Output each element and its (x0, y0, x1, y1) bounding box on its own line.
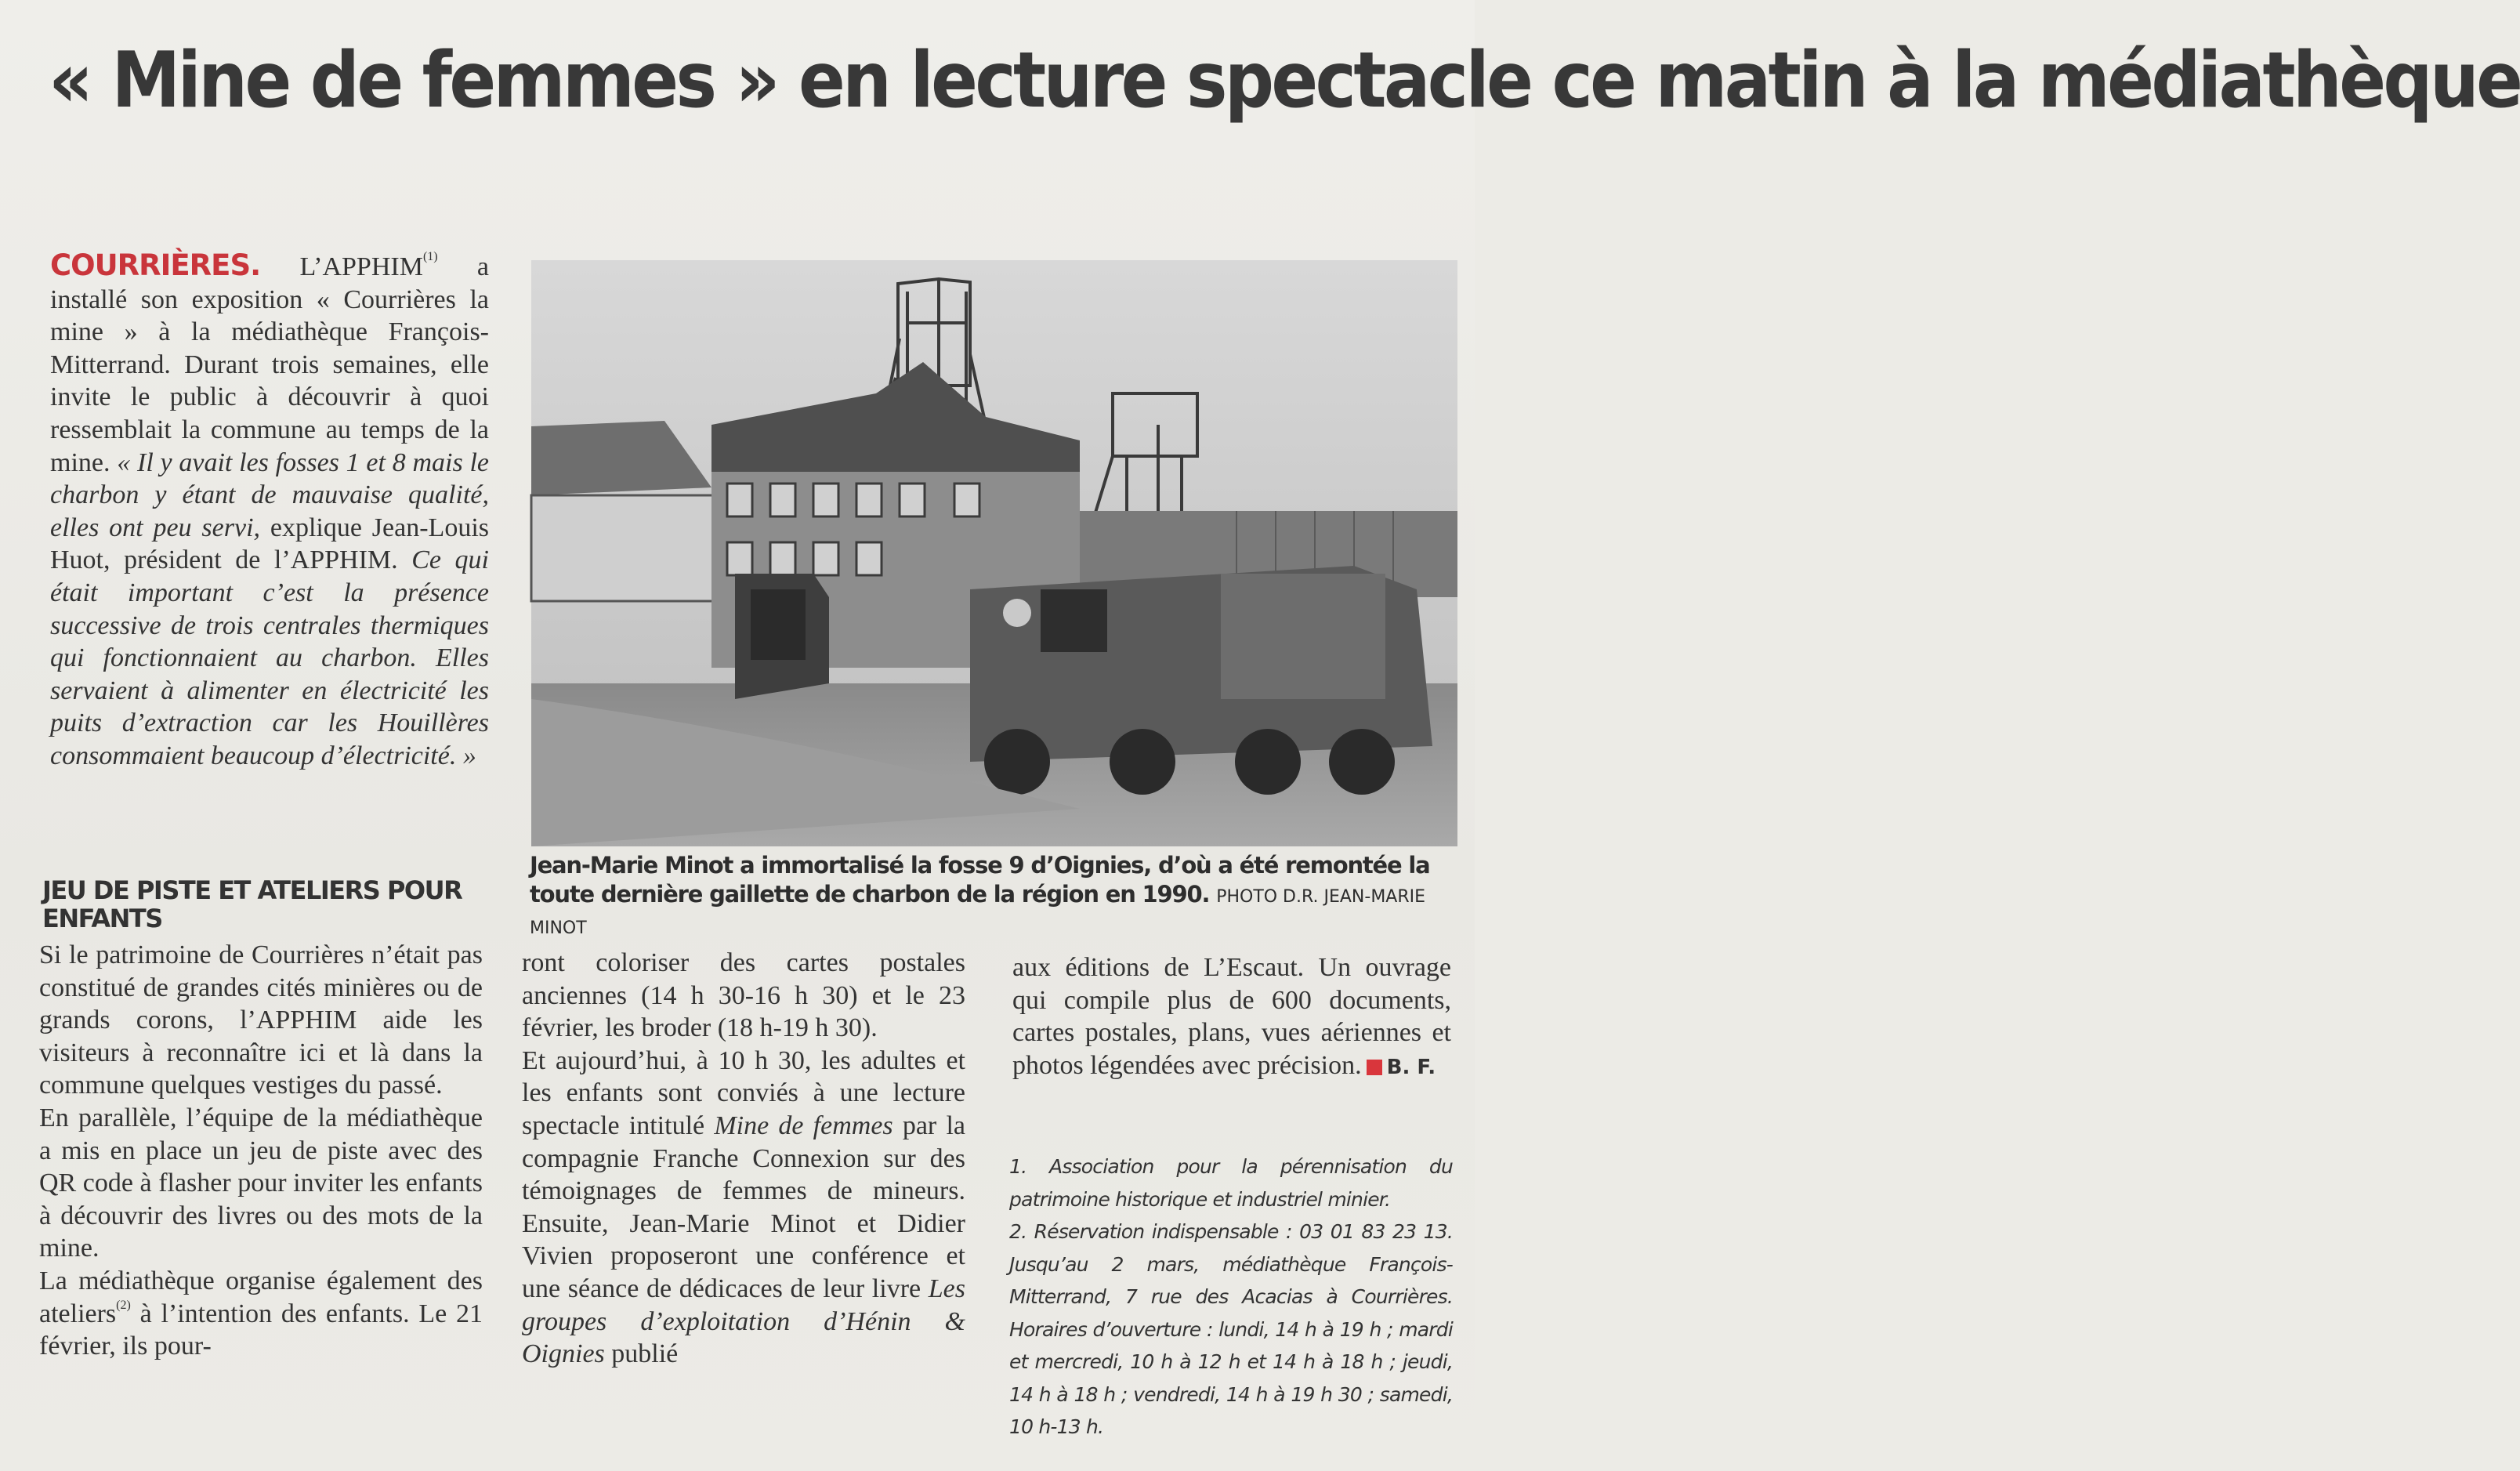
headline: « Mine de femmes » en lecture spectacle ce matin à la médiathèque (49, 36, 2520, 125)
author-signature: B. F. (1386, 1055, 1436, 1079)
column-1 (39, 939, 483, 1363)
column-3 (1012, 951, 1451, 1084)
col1-paragraph-1: Si le patrimoine de Courrières n’était pas constitué de grandes cités minières ou de grands corons, l’APPHIM aide les visiteurs à reconnaître ici et là dans la commune quelques vestiges du passé. (39, 940, 483, 1100)
footnote-ref-1: (1) (422, 250, 438, 263)
col3-text: aux éditions de L’Escaut. Un ouvrage qui compile plus de 600 documents, cartes postales, plans, vues aériennes et photos légendées avec précision. (1012, 953, 1451, 1080)
footnote-1: 1. Association pour la pérennisation du patrimoine historique et industriel minier. (1009, 1155, 1453, 1211)
photo-credit: PHOTO D.R. JEAN-MARIE MINOT (530, 887, 1426, 938)
lead-paragraph (50, 249, 489, 773)
col2-paragraph-1: ront coloriser des cartes postales anciennes (14 h 30-16 h 30) et le 23 février, les broder (18 h-19 h 30). (522, 948, 965, 1043)
footnote-ref-2: (2) (116, 1298, 131, 1312)
footnotes (1009, 1150, 1453, 1444)
lead-text-3: explique Jean-Louis Huot, président de l’APPHIM. (50, 513, 489, 575)
col2-p2-text-b: par la compagnie Franche Connexion sur des témoignages de femmes de mineurs. Ensuite, Jean-Marie Minot et Didier Vivien proposeront une conférence et une séance de dédicaces de leur livre (522, 1110, 965, 1303)
col2-p2-text-c: publié (604, 1339, 679, 1369)
lead-quote-1: « Il y avait les fosses 1 et 8 mais le charbon y étant de mauvaise qualité, elles ont peu servi, (50, 447, 489, 542)
lead-text-2: a installé son exposition « Courrières la mine » à la médiathèque François-Mitterrand. Durant trois semaines, elle invite le public à découvrir à quoi ressemblait la commune au temps de la mine. (50, 252, 490, 477)
lead-quote-2: Ce qui était important c’est la présence successive de trois centrales thermiques qui fonctionnaient au charbon. Elles servaient à alimenter en électricité les puits d’extraction car les Houillères consommaient beaucoup d’électricité. » (50, 545, 489, 770)
subheading: JEU DE PISTE ET ATELIERS POUR ENFANTS (42, 875, 462, 933)
col2-p2-text-a: Et aujourd’hui, à 10 h 30, les adultes et les enfants sont conviés à une lecture spectacle intitulé (522, 1045, 965, 1140)
col1-p3-text-a: La médiathèque organise également des ateliers (39, 1266, 483, 1328)
col1-p3-text-b: à l’intention des enfants. Le 21 février, ils pour- (39, 1299, 483, 1361)
col3-paragraph-1 (1012, 951, 1451, 1084)
caption-text: Jean-Marie Minot a immortalisé la fosse 9 d’Oignies, d’où a été remontée la toute dernière gaillette de charbon de la région en 1990. (530, 852, 1430, 908)
col1-paragraph-3 (39, 1265, 483, 1363)
col2-paragraph-2 (522, 1045, 965, 1371)
show-title: Mine de femmes (714, 1110, 893, 1140)
dateline: COURRIÈRES. (50, 248, 261, 282)
lead-text-1: L’APPHIM (260, 252, 423, 281)
mine-photo (531, 260, 1457, 846)
col1-paragraph-2: En parallèle, l’équipe de la médiathèque a mis en place un jeu de piste avec des QR code à flasher pour inviter les enfants à découvrir des livres ou des mots de la mine. (39, 1103, 483, 1263)
photo-caption (530, 851, 1459, 943)
signature-mark-icon (1367, 1060, 1382, 1075)
mine-photo-illustration (531, 260, 1457, 846)
book-title: Les groupes d’exploitation d’Hénin & Oignies (522, 1274, 965, 1369)
column-2 (522, 947, 965, 1371)
footnote-2: 2. Réservation indispensable : 03 01 83 23 13. Jusqu’au 2 mars, médiathèque François-Mitterrand, 7 rue des Acacias à Courrières. Horaires d’ouverture : lundi, 14 h à 19 h ; mardi et mercredi, 10 h à 12 h et 14 h à 18 h ; jeudi, 14 h à 18 h ; vendredi, 14 h à 19 h 30 ; samedi, 10 h-13 h. (1009, 1220, 1453, 1438)
